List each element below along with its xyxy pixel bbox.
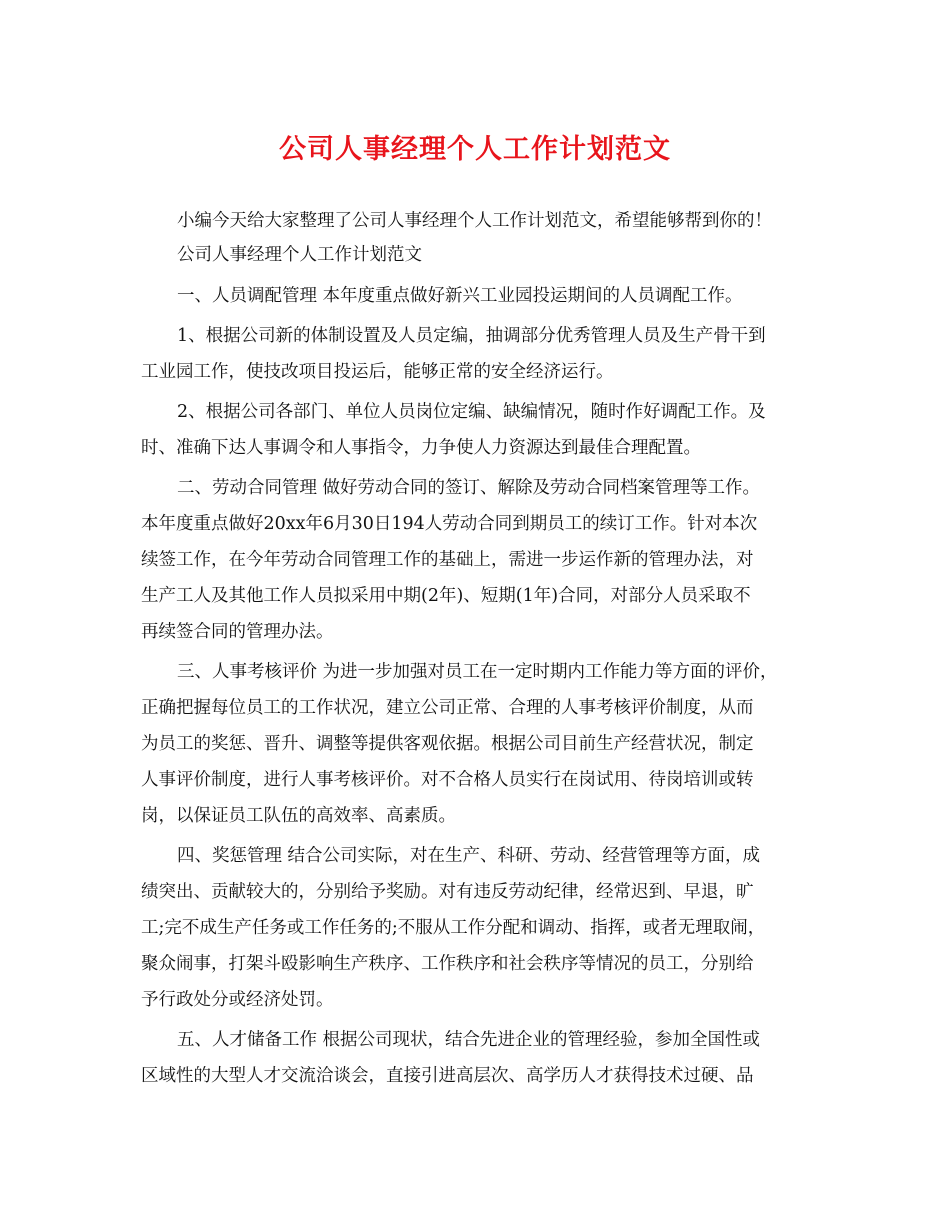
body-line: 2、根据公司各部门、单位人员岗位定编、缺编情况，随时作好调配工作。及 (177, 402, 766, 422)
body-line-subtitle: 公司人事经理个人工作计划范文 (177, 245, 422, 265)
body-line: 本年度重点做好20xx年6月30日194人劳动合同到期员工的续订工作。针对本次 (141, 514, 758, 534)
body-line: 人事评价制度，进行人事考核评价。对不合格人员实行在岗试用、待岗培训或转 (141, 770, 754, 790)
body-line: 区域性的大型人才交流洽谈会，直接引进高层次、高学历人才获得技术过硬、品 (141, 1066, 754, 1086)
body-line: 工业园工作，使技改项目投运后，能够正常的安全经济运行。 (141, 362, 614, 382)
body-line-section-2-heading: 二、劳动合同管理 做好劳动合同的签订、解除及劳动合同档案管理等工作。 (177, 478, 761, 498)
body-line: 生产工人及其他工作人员拟采用中期(2年)、短期(1年)合同，对部分人员采取不 (141, 586, 751, 606)
body-line-intro: 小编今天给大家整理了公司人事经理个人工作计划范文，希望能够帮到你的！ (177, 211, 772, 231)
body-line: 为员工的奖惩、晋升、调整等提供客观依据。根据公司目前生产经营状况，制定 (141, 734, 754, 754)
document-title: 公司人事经理个人工作计划范文 (279, 134, 671, 165)
body-line: 绩突出、贡献较大的，分别给予奖励。对有违反劳动纪律，经常迟到、早退，旷 (141, 882, 754, 902)
body-line-section-4-heading: 四、奖惩管理 结合公司实际，对在生产、科研、劳动、经营管理等方面，成 (177, 846, 761, 866)
body-line: 予行政处分或经济处罚。 (141, 990, 334, 1010)
body-line: 聚众闹事，打架斗殴影响生产秩序、工作秩序和社会秩序等情况的员工，分别给 (141, 954, 754, 974)
body-line: 1、根据公司新的体制设置及人员定编，抽调部分优秀管理人员及生产骨干到 (177, 326, 766, 346)
body-line: 岗，以保证员工队伍的高效率、高素质。 (141, 806, 456, 826)
body-line: 工;完不成生产任务或工作任务的;不服从工作分配和调动、指挥，或者无理取闹， (141, 918, 766, 938)
body-line-section-5-heading: 五、人才储备工作 根据公司现状，结合先进企业的管理经验，参加全国性或 (177, 1030, 761, 1050)
body-line: 时、准确下达人事调令和人事指令，力争使人力资源达到最佳合理配置。 (141, 438, 701, 458)
body-line: 续签工作，在今年劳动合同管理工作的基础上，需进一步运作新的管理办法，对 (141, 550, 754, 570)
body-line-section-1-heading: 一、人员调配管理 本年度重点做好新兴工业园投运期间的人员调配工作。 (177, 286, 743, 306)
body-line: 再续签合同的管理办法。 (141, 622, 334, 642)
body-line: 正确把握每位员工的工作状况，建立公司正常、合理的人事考核评价制度，从而 (141, 698, 754, 718)
body-line-section-3-heading: 三、人事考核评价 为进一步加强对员工在一定时期内工作能力等方面的评价， (177, 662, 778, 682)
